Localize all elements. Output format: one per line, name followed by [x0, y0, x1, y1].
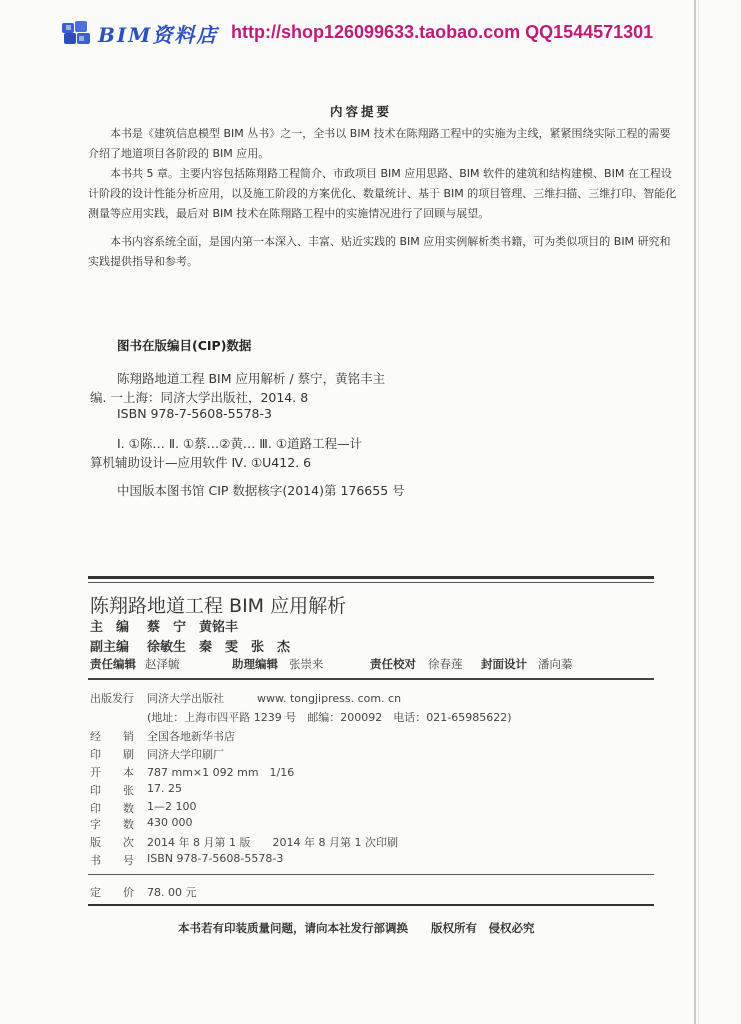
intro-paragraph: 本书内容系统全面，是国内第一本深入、丰富、贴近实践的 BIM 应用实例解析类书籍，可为类似项目的 BIM 研究和实践提供指导和参考。 [88, 235, 671, 268]
page-edge-inner [698, 0, 699, 1024]
chief-editor: 蔡 宁 黄铭丰 [147, 620, 239, 635]
top-rule [88, 576, 654, 579]
price-label: 定 价 [90, 886, 134, 899]
pub-label: 书 号 [90, 854, 134, 867]
cip-line: 算机辅助设计—应用软件 Ⅳ. ①U412. 6 [90, 455, 312, 470]
bim-logo-icon [60, 18, 94, 48]
mid-rule [88, 678, 654, 680]
pub-label: 印 刷 [90, 748, 134, 761]
copyright-notice: 本书若有印装质量问题，请向本社发行部调换 版权所有 侵权必究 [178, 921, 535, 935]
pub-value: 同济大学印刷厂 [147, 748, 224, 761]
intro-title: 内容提要 [330, 104, 393, 119]
pub-label: 版 次 [90, 836, 134, 849]
deputy-editor-label: 副主编 [90, 640, 130, 655]
pub-label: 开 本 [90, 766, 134, 779]
pub-value: 2014 年 8 月第 1 版 2014 年 8 月第 1 次印刷 [147, 836, 398, 849]
pub-label: 印 数 [90, 802, 134, 815]
intro-paragraph: 本书是《建筑信息模型 BIM 丛书》之一，全书以 BIM 技术在陈翔路工程中的实施为主线，紧紧围绕实际工程的需要介绍了地道项目各阶段的 BIM 应用。 [88, 127, 671, 160]
cip-line: ISBN 978-7-5608-5578-3 [117, 406, 272, 421]
pub-value: 17. 25 [147, 782, 182, 795]
book-title: 陈翔路地道工程 BIM 应用解析 [90, 595, 347, 617]
pub-value: 1—2 100 [147, 800, 197, 813]
cip-line: 中国版本图书馆 CIP 数据核字(2014)第 176655 号 [117, 483, 405, 498]
cover-designer: 潘向蓁 [538, 657, 573, 671]
cover-designer-label: 封面设计 [481, 657, 527, 671]
watermark-brand: BIM资料店 [98, 22, 219, 47]
price-rule [88, 874, 654, 875]
watermark-url[interactable]: http://shop126099633.taobao.com QQ1544571301 [231, 22, 654, 42]
price: 78. 00 元 [147, 886, 197, 899]
pub-label: 印 张 [90, 784, 134, 797]
deputy-editor: 徐敏生 秦 雯 张 杰 [147, 640, 291, 655]
intro-paragraph: 本书共 5 章。主要内容包括陈翔路工程简介、市政项目 BIM 应用思路、BIM 软件的建筑和结构建模、BIM 在工程设计阶段的设计性能分析应用，以及施工阶段的方案优化、数量统计、基于 BIM 的项目管理、三维扫描、三维打印、智能化测量等应用实践，最后对 BIM 技术在陈翔路工程中的实施情况进行了回顾与展望。 [88, 167, 677, 220]
cip-line: 陈翔路地道工程 BIM 应用解析 / 蔡宁，黄铭丰主 [117, 371, 386, 386]
proofreader: 徐春莲 [428, 657, 463, 671]
pub-value: ISBN 978-7-5608-5578-3 [147, 852, 284, 865]
pub-value: 同济大学出版社 www. tongjipress. com. cn [147, 692, 402, 705]
chief-editor-label: 主 编 [90, 620, 130, 635]
cip-line: 编. 一上海：同济大学出版社，2014. 8 [90, 390, 309, 405]
assistant-editor: 张崇来 [289, 657, 324, 671]
cip-title: 图书在版编目(CIP)数据 [117, 338, 252, 353]
pub-value: (地址：上海市四平路 1239 号 邮编：200092 电话：021-65985622) [147, 711, 512, 724]
page-edge [694, 0, 696, 1024]
pub-label: 字 数 [90, 818, 134, 831]
watermark [60, 18, 218, 48]
pub-label: 出版发行 [90, 692, 134, 705]
top-rule-thin [88, 582, 654, 583]
assistant-editor-label: 助理编辑 [232, 657, 278, 671]
pub-value: 430 000 [147, 816, 193, 829]
pub-value: 787 mm×1 092 mm 1/16 [147, 766, 295, 779]
bottom-rule [88, 904, 654, 906]
editor: 赵泽毓 [145, 657, 180, 671]
cip-line: Ⅰ. ①陈… Ⅱ. ①蔡…②黄… Ⅲ. ①道路工程—计 [117, 436, 363, 451]
pub-value: 全国各地新华书店 [147, 730, 235, 743]
proofreader-label: 责任校对 [370, 657, 416, 671]
editor-label: 责任编辑 [90, 657, 136, 671]
pub-label: 经 销 [90, 730, 134, 743]
